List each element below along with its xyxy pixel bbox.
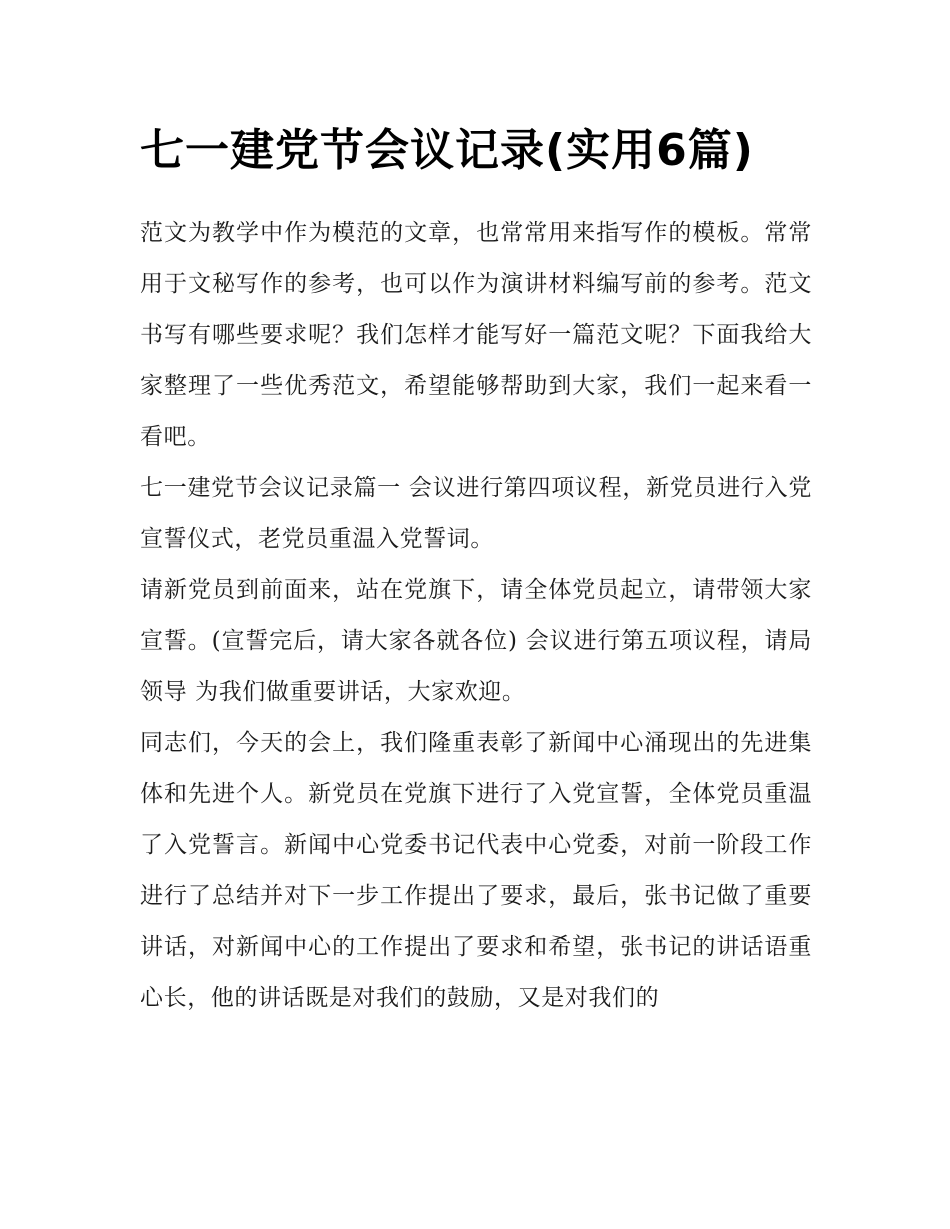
document-body xyxy=(140,118,812,1024)
document-title: 七一建党节会议记录(实用6篇) xyxy=(140,125,754,176)
paragraph-record-one: 七一建党节会议记录篇一 会议进行第四项议程，新党员进行入党宣誓仪式，老党员重温入党誓词。 xyxy=(140,475,812,552)
paragraph-summary: 同志们，今天的会上，我们隆重表彰了新闻中心涌现出的先进集体和先进个人。新党员在党旗下进行了入党宣誓，全体党员重温了入党誓言。新闻中心党委书记代表中心党委，对前一阶段工作进行了总结并对下一步工作提出了要求，最后，张书记做了重要讲话，对新闻中心的工作提出了要求和希望，张书记的讲话语重心长，他的讲话既是对我们的鼓励，又是对我们的 xyxy=(140,730,812,1011)
intro-paragraph: 范文为教学中作为模范的文章，也常常用来指写作的模板。常常用于文秘写作的参考，也可以作为演讲材料编写前的参考。范文书写有哪些要求呢？我们怎样才能写好一篇范文呢？下面我给大家整理了一些优秀范文，希望能够帮助到大家，我们一起来看一看吧。 xyxy=(140,220,812,450)
paragraph-oath: 请新党员到前面来，站在党旗下，请全体党员起立，请带领大家宣誓。(宣誓完后，请大家各就各位) 会议进行第五项议程，请局领导 为我们做重要讲话，大家欢迎。 xyxy=(140,577,812,705)
